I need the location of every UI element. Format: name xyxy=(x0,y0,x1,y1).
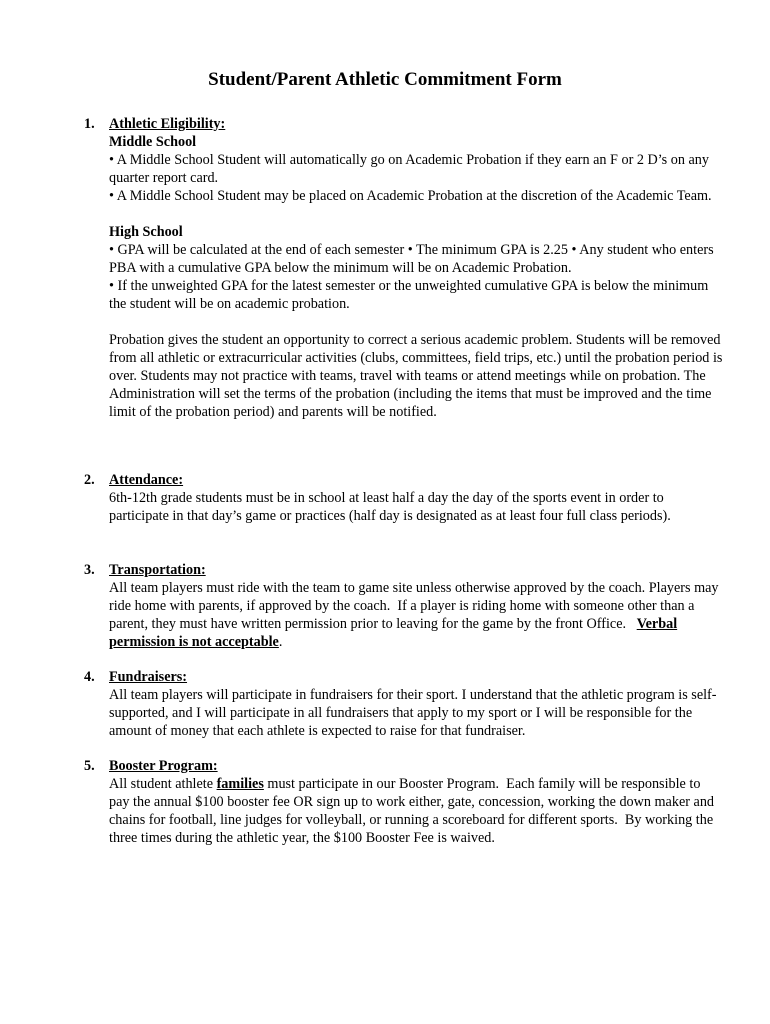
document-title: Student/Parent Athletic Commitment Form xyxy=(208,69,562,90)
section-athletic-eligibility xyxy=(84,115,724,421)
booster-text-before: All student athlete xyxy=(109,776,217,792)
transportation-text: All team players must ride with the team to game site unless otherwise approved by the coach. Players may ride home with parents, if approved by the coach. If a player is riding home with someone other than a parent, they must have written permission prior to leaving for the game by the front Office. xyxy=(109,580,723,632)
high-school-subheading: High School xyxy=(109,224,183,240)
section-heading: Transportation: xyxy=(109,562,206,578)
middle-school-bullet: • A Middle School Student will automatically go on Academic Probation if they earn an F or 2 D’s on any quarter report card. xyxy=(109,152,709,186)
section-transportation xyxy=(84,561,724,651)
section-fundraisers xyxy=(84,668,724,740)
section-heading: Athletic Eligibility: xyxy=(109,116,226,132)
section-number: 3. xyxy=(84,562,95,578)
section-number: 4. xyxy=(84,669,95,685)
transportation-tail: . xyxy=(278,634,283,650)
families-emphasis: families xyxy=(216,776,264,792)
section-heading: Booster Program: xyxy=(109,758,218,774)
section-heading: Fundraisers: xyxy=(109,669,188,685)
middle-school-subheading: Middle School xyxy=(109,134,197,150)
section-number: 5. xyxy=(84,758,95,774)
section-number: 1. xyxy=(84,116,95,132)
middle-school-bullet: • A Middle School Student may be placed on Academic Probation at the discretion of the Academic Team. xyxy=(109,188,712,204)
high-school-bullet: • If the unweighted GPA for the latest semester or the unweighted cumulative GPA is below the minimum the student will be on academic probation. xyxy=(109,278,709,312)
high-school-bullet: • GPA will be calculated at the end of each semester • The minimum GPA is 2.25 • Any student who enters PBA with a cumulative GPA below the minimum will be on Academic Probation. xyxy=(109,242,714,276)
section-attendance xyxy=(84,471,724,525)
booster-text-after: must participate in our Booster Program. Each family will be responsible to pay the annual $100 booster fee OR sign up to work either, gate, concession, working the down maker and chains for football, line judges for volleyball, or running a scoreboard for different sports. By working the three times during the athletic year, the $100 Booster Fee is waived. xyxy=(109,776,718,846)
attendance-paragraph: 6th-12th grade students must be in school at least half a day the day of the sports event in order to participate in that day’s game or practices (half day is designated as at least four full class periods). xyxy=(109,490,671,524)
fundraisers-paragraph: All team players will participate in fundraisers for their sport. I understand that the athletic program is self-supported, and I will participate in all fundraisers that apply to my sport or I will be responsible for the amount of money that each athlete is expected to raise for that fundraiser. xyxy=(109,687,717,739)
section-number: 2. xyxy=(84,472,95,488)
section-heading: Attendance: xyxy=(109,472,184,488)
transportation-paragraph xyxy=(109,579,724,651)
section-booster-program xyxy=(84,757,724,847)
booster-paragraph xyxy=(109,775,724,847)
probation-paragraph: Probation gives the student an opportunity to correct a serious academic problem. Students will be removed from all athletic or extracurricular activities (clubs, committees, field trips, etc.) until the probation period is over. Students may not practice with teams, travel with teams or attend meetings while on probation. The Administration will set the terms of the probation (including the items that must be improved and the time limit of the probation period) and parents will be notified. xyxy=(109,332,723,420)
verbal-permission-emphasis: Verbal permission is not acceptable xyxy=(109,616,678,650)
